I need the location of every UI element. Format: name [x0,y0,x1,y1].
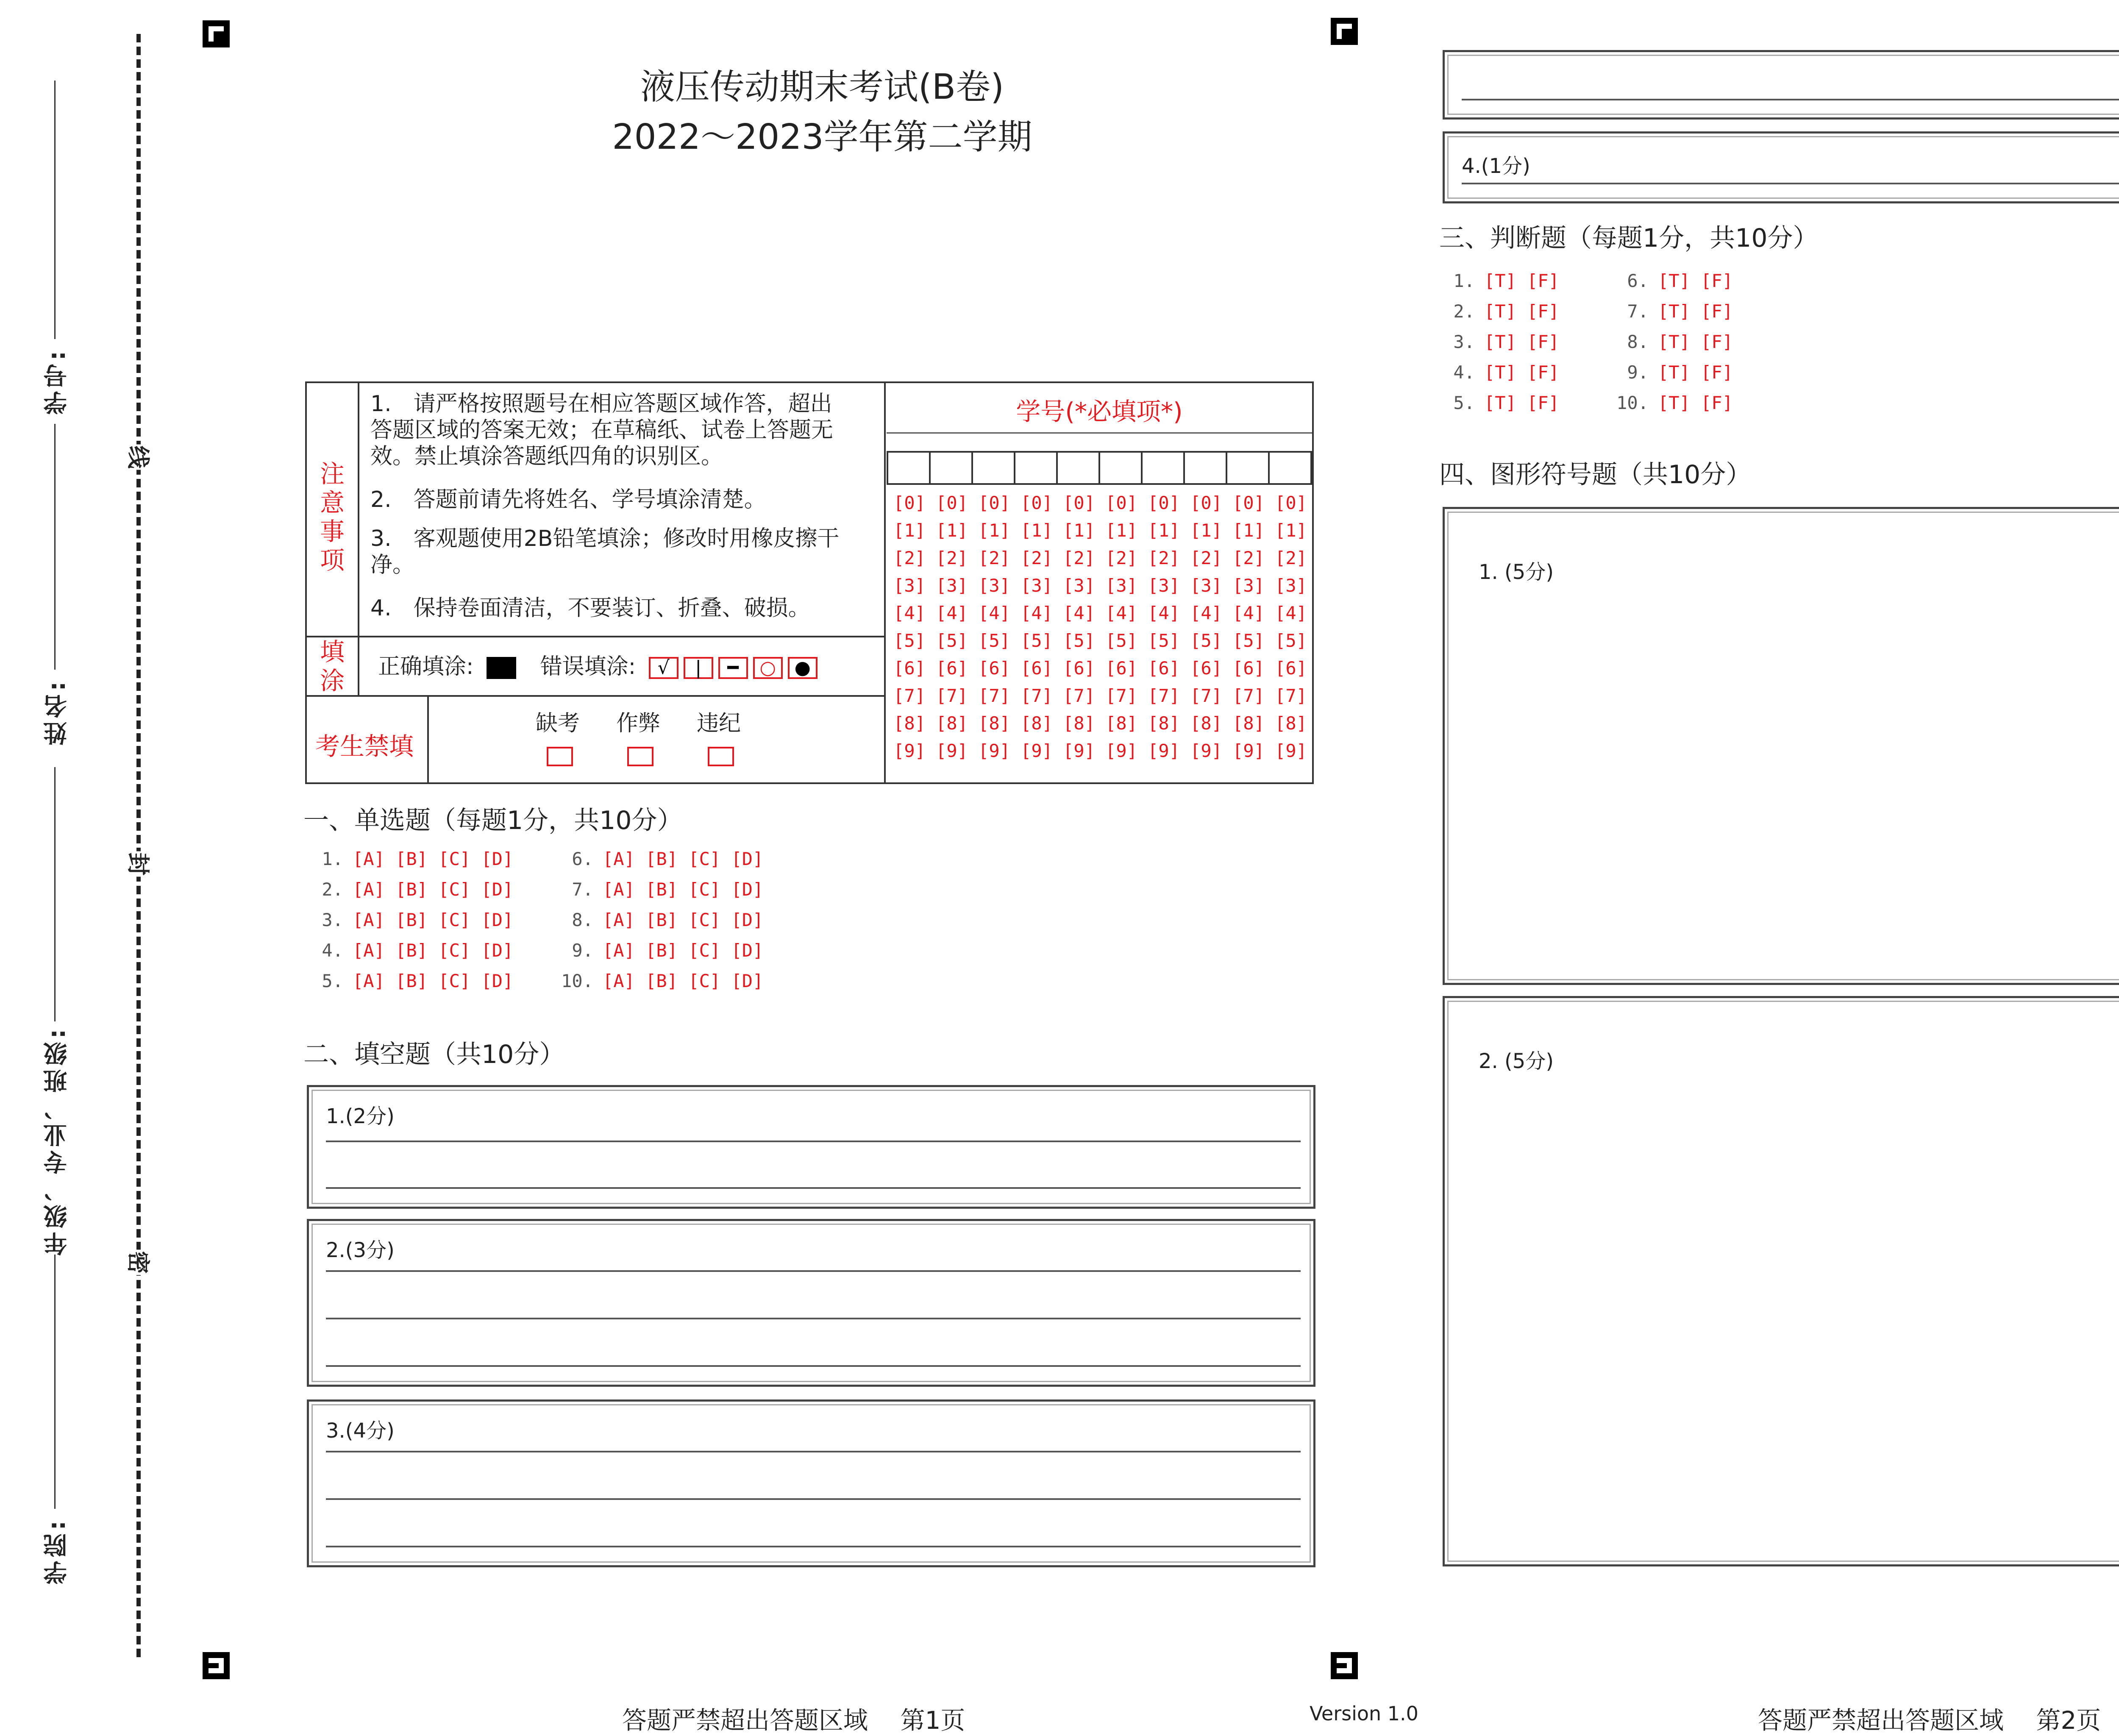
answer-options[interactable]: [A] [B] [C] [D] [353,849,514,869]
student-id-underline [887,432,1312,434]
answer-options[interactable]: [T] [F] [1658,301,1733,322]
section3-question-row[interactable] [1441,392,1559,413]
student-id-bubble[interactable]: [2] [1275,548,1307,568]
student-id-bubble[interactable]: [7] [1021,685,1053,706]
student-id-bubble[interactable]: [5] [1190,630,1222,651]
student-id-bubble[interactable]: [8] [893,713,926,734]
student-id-row [888,713,1312,740]
section3-question-row[interactable] [1615,392,1733,413]
student-id-bubble[interactable]: [1] [1063,520,1095,541]
question-number: 5. [322,971,343,991]
student-id-bubble[interactable]: [2] [978,548,1010,568]
answer-options[interactable]: [A] [B] [C] [D] [353,879,514,900]
student-id-bubble[interactable]: [0] [936,492,968,513]
student-id-cell[interactable] [1141,451,1183,485]
student-id-bubble[interactable]: [5] [1148,630,1180,651]
student-id-bubble[interactable]: [1] [936,520,968,541]
student-id-bubble[interactable]: [0] [1190,492,1222,513]
correct-fill-sample [487,657,516,679]
student-id-bubble[interactable]: [7] [1190,685,1222,706]
student-id-bubble[interactable]: [3] [978,575,1010,596]
fill-blank-q3-label: 3.(4分) [326,1419,395,1443]
student-id-bubble[interactable]: [7] [1148,685,1180,706]
student-id-bubble[interactable]: [4] [1190,603,1222,623]
answer-options[interactable]: [A] [B] [C] [D] [353,940,514,961]
student-id-bubble[interactable]: [3] [1063,575,1095,596]
question-number: 7. [572,879,593,900]
section1-question-row[interactable] [309,910,513,930]
answer-line[interactable] [1462,99,2119,100]
footer-page1: 答题严禁超出答题区域 第1页 [622,1706,965,1735]
field-college-line [54,1255,59,1509]
section4-title: 四、图形符号题（共10分） [1439,460,1752,490]
student-id-row [888,685,1312,713]
student-id-bubble[interactable]: [3] [1275,575,1307,596]
student-id-bubble[interactable]: [5] [1232,630,1265,651]
answer-options[interactable]: [T] [F] [1658,270,1733,291]
student-id-bubble[interactable]: [4] [1063,603,1095,623]
student-id-bubble[interactable]: [2] [1148,548,1180,568]
symbol-q2-box[interactable] [1443,996,2119,1566]
section1-question-row[interactable] [309,940,513,961]
answer-line[interactable] [326,1187,1301,1189]
wrong-mark-check: √ [649,657,679,679]
student-id-bubble[interactable]: [9] [1148,740,1180,761]
answer-line[interactable] [326,1451,1301,1452]
student-id-bubble[interactable]: [9] [1190,740,1222,761]
seal-char-secret: 密 [120,1250,161,1275]
notice-item-3: 3. 客观题使用2B铅笔填涂；修改时用橡皮擦干净。 [370,526,840,578]
answer-options[interactable]: [A] [B] [C] [D] [603,849,764,869]
student-id-bubble[interactable]: [0] [1232,492,1265,513]
answer-options[interactable]: [A] [B] [C] [D] [603,879,764,900]
cheat-checkbox[interactable] [627,747,653,766]
student-id-bubble[interactable]: [3] [1148,575,1180,596]
student-id-bubble[interactable]: [5] [893,630,926,651]
correct-fill-label: 正确填涂: [378,654,474,679]
student-id-row [888,520,1312,548]
student-id-bubble[interactable]: [4] [1105,603,1137,623]
student-id-bubble[interactable]: [5] [978,630,1010,651]
question-number: 8. [1627,331,1649,352]
student-id-bubble[interactable]: [2] [893,548,926,568]
answer-line[interactable] [326,1270,1301,1272]
fill-blank-q4-label: 4.(1分) [1462,154,1530,178]
answer-options[interactable]: [A] [B] [C] [D] [603,971,764,991]
student-id-bubble[interactable]: [4] [978,603,1010,623]
student-id-bubble[interactable]: [2] [1063,548,1095,568]
student-id-bubble[interactable]: [3] [893,575,926,596]
student-id-cell[interactable] [887,451,929,485]
answer-options[interactable]: [T] [F] [1484,270,1560,291]
student-id-bubble[interactable]: [8] [1021,713,1053,734]
student-id-bubble[interactable]: [0] [978,492,1010,513]
answer-options[interactable]: [T] [F] [1658,392,1733,413]
student-id-bubble[interactable]: [9] [1275,740,1307,761]
exam-title: 液压传动期末考试(B卷) [640,67,1004,107]
student-id-bubble[interactable]: [5] [1275,630,1307,651]
student-id-bubble[interactable]: [4] [1148,603,1180,623]
student-id-bubble[interactable]: [3] [1190,575,1222,596]
student-id-bubble[interactable]: [2] [1190,548,1222,568]
wrong-mark-circle: ○ [753,657,783,679]
section3-question-row[interactable] [1615,270,1733,291]
forbidden-label-divider [427,695,429,784]
answer-options[interactable]: [T] [F] [1658,331,1733,352]
student-id-bubble[interactable]: [1] [893,520,926,541]
student-id-row [888,603,1312,630]
student-id-bubble[interactable]: [6] [1021,658,1053,679]
question-number: 9. [1627,362,1649,383]
field-name: 姓名: [43,678,71,746]
student-id-bubble[interactable]: [6] [1105,658,1137,679]
student-id-row [888,740,1312,768]
student-id-bubble[interactable]: [6] [1148,658,1180,679]
student-id-bubble[interactable]: [8] [1275,713,1307,734]
answer-options[interactable]: [T] [F] [1484,392,1560,413]
answer-line[interactable] [1462,183,2119,184]
question-number: 2. [322,879,343,900]
student-id-bubble[interactable]: [1] [1148,520,1180,541]
student-id-bubble[interactable]: [2] [1105,548,1137,568]
answer-options[interactable]: [A] [B] [C] [D] [353,910,514,930]
notice-row-divider-2 [307,695,884,697]
seal-char-line: 线 [120,445,161,470]
student-id-bubble[interactable]: [0] [1148,492,1180,513]
notice-row-divider-1 [307,636,884,637]
student-id-bubble[interactable]: [6] [1232,658,1265,679]
student-id-bubble[interactable]: [7] [1275,685,1307,706]
registration-mark-bottom-center [1331,1652,1358,1679]
answer-options[interactable]: [T] [F] [1658,362,1733,383]
wrong-mark-bar: | [684,657,713,679]
registration-mark-bottom-left [203,1652,230,1679]
binding-dashed-line [136,34,141,1657]
student-id-row [888,630,1312,658]
student-id-bubble[interactable]: [7] [1232,685,1265,706]
student-id-bubble[interactable]: [9] [1063,740,1095,761]
forbidden-cheat-label: 作弊 [616,711,661,736]
student-id-cell[interactable] [971,451,1014,485]
student-id-cell[interactable] [1014,451,1056,485]
registration-mark-top-left [203,20,230,47]
notice-item-1: 1. 请严格按照题号在相应答题区域作答，超出答题区域的答案无效；在草稿纸、试卷上答题无效。禁止填涂答题纸四角的识别区。 [370,391,834,469]
fill-blank-q3-continued-box[interactable] [1443,50,2119,120]
notice-item-4: 4. 保持卷面清洁，不要装订、折叠、破损。 [370,595,810,621]
question-number: 2. [1453,301,1475,322]
answer-line[interactable] [326,1141,1301,1142]
forbidden-label: 考生禁填 [315,732,414,761]
student-id-bubble[interactable]: [9] [978,740,1010,761]
student-id-bubble[interactable]: [9] [936,740,968,761]
wrong-mark-dot: ● [788,657,818,679]
student-id-cell[interactable] [1268,451,1312,485]
footer-version: Version 1.0 [1310,1702,1418,1725]
student-id-bubble[interactable]: [0] [1275,492,1307,513]
fill-label-divider [358,636,359,695]
student-id-bubble[interactable]: [9] [1105,740,1137,761]
student-id-label: 学号(*必填项*) [1016,397,1183,426]
field-college: 学院: [43,1517,71,1585]
student-id-bubble[interactable]: [6] [978,658,1010,679]
student-id-bubble[interactable]: [8] [1232,713,1265,734]
answer-line[interactable] [326,1318,1301,1319]
exam-term: 2022～2023学年第二学期 [612,117,1032,157]
answer-options[interactable]: [T] [F] [1484,301,1560,322]
section1-question-row[interactable] [559,940,763,961]
student-id-bubble[interactable]: [3] [1105,575,1137,596]
student-id-bubble[interactable]: [2] [1021,548,1053,568]
section1-title: 一、单选题（每题1分，共10分） [303,806,683,835]
section1-question-row[interactable] [309,879,513,900]
question-number: 6. [572,849,593,869]
symbol-q1-box[interactable] [1443,507,2119,985]
student-id-cell[interactable] [1183,451,1226,485]
registration-mark-top-center [1331,18,1358,45]
student-id-bubble[interactable]: [1] [1105,520,1137,541]
student-id-bubble[interactable]: [2] [936,548,968,568]
fill-blank-q1-label: 1.(2分) [326,1104,395,1128]
student-id-bubble[interactable]: [7] [893,685,926,706]
symbol-q1-label: 1. (5分) [1479,560,1554,584]
student-id-bubble[interactable]: [1] [1232,520,1265,541]
student-id-row [888,548,1312,575]
student-id-bubble[interactable]: [8] [1148,713,1180,734]
section3-question-row[interactable] [1441,270,1559,291]
section1-question-row[interactable] [559,910,763,930]
notice-label: 注 意 事 项 [320,459,345,575]
student-id-bubble[interactable]: [0] [1105,492,1137,513]
student-id-bubble[interactable]: [1] [978,520,1010,541]
student-id-bubble[interactable]: [6] [893,658,926,679]
student-id-bubble[interactable]: [4] [1021,603,1053,623]
fill-blank-q1-box[interactable] [307,1085,1315,1209]
student-id-bubble[interactable]: [0] [893,492,926,513]
field-class-line [54,767,59,1021]
forbidden-absent-label: 缺考 [536,711,580,736]
student-id-bubble[interactable]: [5] [936,630,968,651]
student-id-cell[interactable] [929,451,971,485]
notice-label-divider [358,383,359,636]
absent-checkbox[interactable] [547,747,573,766]
field-student-id: 学号: [43,348,71,415]
answer-line[interactable] [326,1546,1301,1547]
answer-line[interactable] [326,1498,1301,1500]
student-id-row [888,575,1312,603]
fill-blank-q2-label: 2.(3分) [326,1238,395,1262]
student-id-bubble[interactable]: [0] [1063,492,1095,513]
student-id-bubble[interactable]: [6] [1190,658,1222,679]
student-id-bubble[interactable]: [2] [1232,548,1265,568]
student-id-bubble[interactable]: [1] [1190,520,1222,541]
question-number: 6. [1627,270,1649,291]
student-id-cell[interactable] [1056,451,1098,485]
question-number: 1. [1453,270,1475,291]
student-id-bubble[interactable]: [8] [936,713,968,734]
student-id-bubble[interactable]: [5] [1063,630,1095,651]
question-number: 4. [322,940,343,961]
notice-item-2: 2. 答题前请先将姓名、学号填涂清楚。 [370,487,766,512]
fill-blank-q4-box[interactable] [1443,131,2119,203]
question-number: 8. [572,910,593,930]
student-id-bubble[interactable]: [6] [936,658,968,679]
section1-question-row[interactable] [559,971,763,991]
answer-options[interactable]: [A] [B] [C] [D] [603,910,764,930]
student-id-row [888,658,1312,685]
student-id-cells[interactable] [887,451,1312,485]
field-name-line [54,424,59,670]
student-id-bubble[interactable]: [9] [1021,740,1053,761]
student-id-bubble[interactable]: [8] [1190,713,1222,734]
section1-question-row[interactable] [309,971,513,991]
student-id-bubble[interactable]: [1] [1275,520,1307,541]
question-number: 9. [572,940,593,961]
section2-title: 二、填空题（共10分） [303,1040,565,1069]
notice-table [305,381,1314,784]
question-number: 4. [1453,362,1475,383]
violation-checkbox[interactable] [708,747,734,766]
student-id-cell[interactable] [1226,451,1268,485]
answer-options[interactable]: [T] [F] [1484,331,1560,352]
answer-options[interactable]: [A] [B] [C] [D] [603,940,764,961]
student-id-bubble[interactable]: [3] [936,575,968,596]
student-id-bubble[interactable]: [4] [893,603,926,623]
fill-blank-q2-box[interactable] [307,1219,1315,1387]
section3-question-row[interactable] [1441,301,1559,322]
section1-question-row[interactable] [559,849,763,869]
student-id-bubble[interactable]: [4] [1275,603,1307,623]
student-id-bubble[interactable]: [7] [1063,685,1095,706]
question-number: 5. [1453,392,1475,413]
student-id-bubble[interactable]: [6] [1275,658,1307,679]
student-id-bubble[interactable]: [5] [1021,630,1053,651]
student-id-bubble[interactable]: [3] [1232,575,1265,596]
symbol-q2-label: 2. (5分) [1479,1049,1554,1073]
wrong-mark-dash: ━ [718,657,748,679]
student-id-bubble[interactable]: [7] [1105,685,1137,706]
answer-options[interactable]: [T] [F] [1484,362,1560,383]
student-id-bubble[interactable]: [1] [1021,520,1053,541]
section3-question-row[interactable] [1441,331,1559,352]
wrong-fill-label: 错误填涂: [540,654,636,679]
field-class: 年级、专业、班级: [43,1026,71,1256]
seal-char-seal: 封 [120,851,161,877]
section3-question-row[interactable] [1615,301,1733,322]
fill-label: 填 涂 [320,637,345,695]
question-number: 1. [322,849,343,869]
student-id-bubble[interactable]: [8] [1105,713,1137,734]
student-id-bubble[interactable]: [8] [978,713,1010,734]
student-id-bubble[interactable]: [4] [1232,603,1265,623]
student-id-bubble[interactable]: [9] [893,740,926,761]
student-id-row [888,492,1312,520]
answer-line[interactable] [326,1365,1301,1367]
fill-blank-q3-box[interactable] [307,1399,1315,1567]
notice-left-column [307,383,886,782]
fill-examples [378,654,878,680]
student-id-bubble[interactable]: [0] [1021,492,1053,513]
student-id-bubble[interactable]: [3] [1021,575,1053,596]
forbidden-violation-label: 违纪 [697,711,741,736]
section1-question-row[interactable] [559,879,763,900]
question-number: 7. [1627,301,1649,322]
section3-question-row[interactable] [1615,331,1733,352]
student-id-bubble[interactable]: [5] [1105,630,1137,651]
student-id-bubble[interactable]: [4] [936,603,968,623]
student-id-bubble[interactable]: [8] [1063,713,1095,734]
question-number: 3. [1453,331,1475,352]
section3-question-row[interactable] [1441,362,1559,383]
question-number: 10. [1616,392,1649,413]
question-number: 10. [561,971,593,991]
section1-question-row[interactable] [309,849,513,869]
student-id-bubble[interactable]: [9] [1232,740,1265,761]
question-number: 3. [322,910,343,930]
footer-page2: 答题严禁超出答题区域 第2页 [1758,1706,2101,1735]
student-id-cell[interactable] [1098,451,1141,485]
student-id-bubble[interactable]: [6] [1063,658,1095,679]
answer-options[interactable]: [A] [B] [C] [D] [353,971,514,991]
section3-question-row[interactable] [1615,362,1733,383]
field-student-id-line [54,81,59,339]
section3-title: 三、判断题（每题1分，共10分） [1439,223,1819,253]
student-id-bubble[interactable]: [7] [936,685,968,706]
student-id-bubbles[interactable] [888,492,1312,768]
student-id-bubble[interactable]: [7] [978,685,1010,706]
